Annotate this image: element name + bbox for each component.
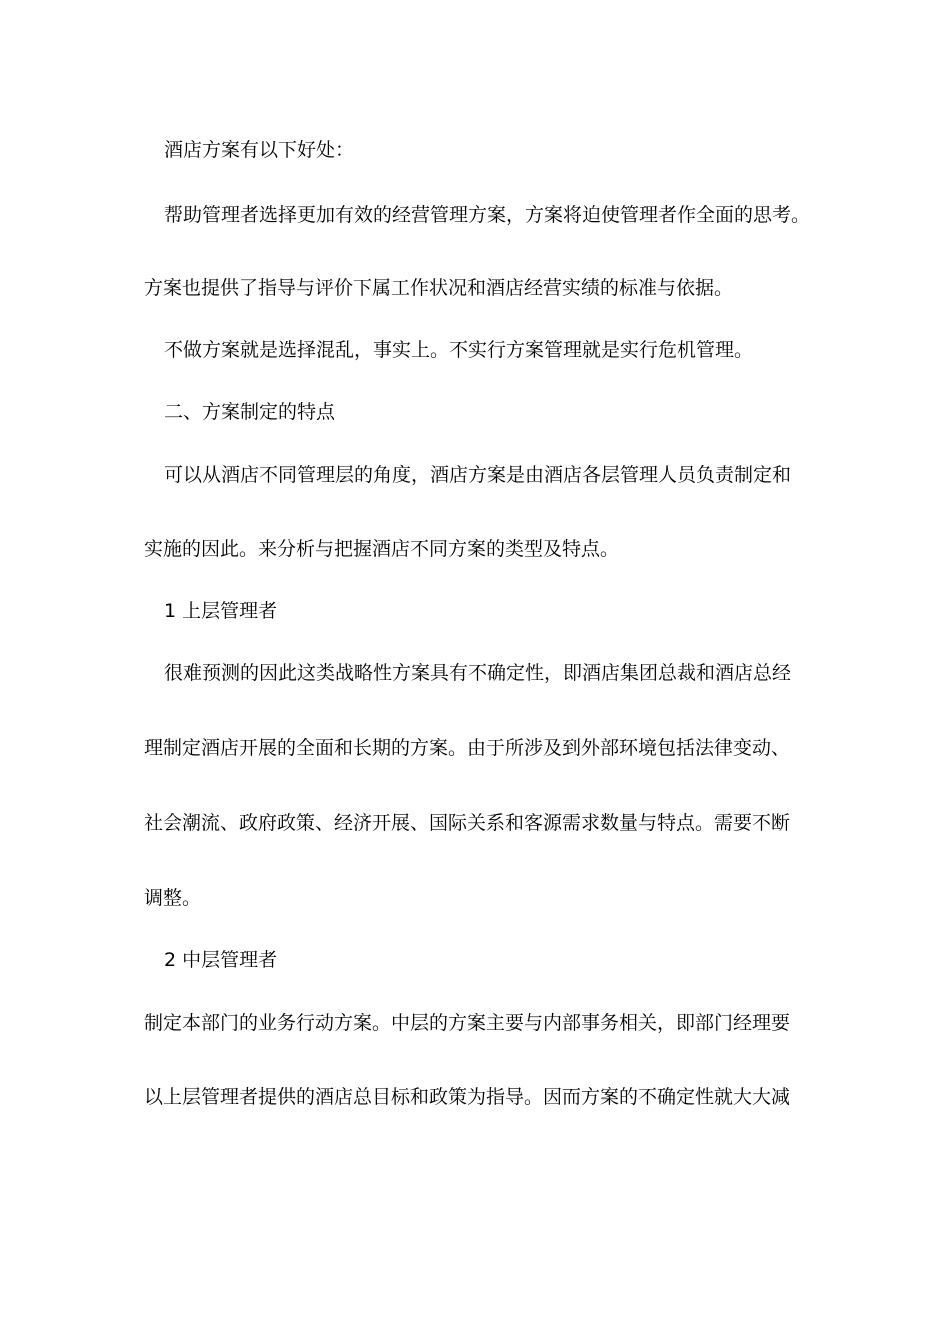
paragraph-line: 可以从酒店不同管理层的角度，酒店方案是由酒店各层管理人员负责制定和 <box>164 464 792 486</box>
paragraph-line: 实施的因此。来分析与把握酒店不同方案的类型及特点。 <box>144 538 620 560</box>
paragraph-line: 很难预测的因此这类战略性方案具有不确定性，即酒店集团总裁和酒店总经 <box>164 662 792 684</box>
paragraph-line: 社会潮流、政府政策、经济开展、国际关系和客源需求数量与特点。需要不断 <box>144 812 791 834</box>
paragraph-line: 以上层管理者提供的酒店总目标和政策为指导。因而方案的不确定性就大大减 <box>144 1086 791 1108</box>
paragraph-line: 酒店方案有以下好处： <box>164 139 355 161</box>
paragraph-line: 方案也提供了指导与评价下属工作状况和酒店经营实绩的标准与依据。 <box>144 277 734 299</box>
paragraph-line: 制定本部门的业务行动方案。中层的方案主要与内部事务相关，即部门经理要 <box>144 1012 791 1034</box>
paragraph-line: 调整。 <box>144 887 202 909</box>
subheading: 2 中层管理者 <box>164 949 278 971</box>
section-heading: 二、方案制定的特点 <box>164 401 336 423</box>
paragraph-line: 帮助管理者选择更加有效的经营管理方案，方案将迫使管理者作全面的思考。 <box>164 204 811 226</box>
subheading: 1 上层管理者 <box>164 600 278 622</box>
paragraph-line: 理制定酒店开展的全面和长期的方案。由于所涉及到外部环境包括法律变动、 <box>144 737 791 759</box>
paragraph-line: 不做方案就是选择混乱，事实上。不实行方案管理就是实行危机管理。 <box>164 339 754 361</box>
